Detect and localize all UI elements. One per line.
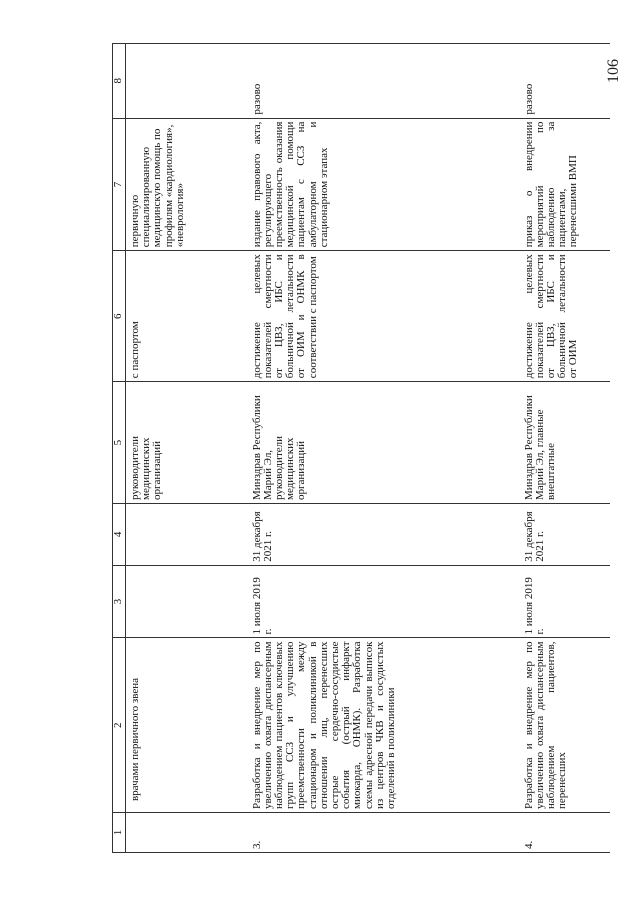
measure-cell: Разработка и внедрение мер по увеличению охвата диспансерным наблюдением пациентов, перенесших: [520, 638, 610, 813]
row-number: [126, 813, 248, 853]
table-row: [248, 44, 520, 853]
column-number: 8: [113, 44, 126, 119]
measure-cell: врачами первичного звена: [126, 638, 248, 813]
result-cell: первичную специализированную медицинскую помощь по профилям «кардиология», «неврология»: [126, 118, 248, 251]
start-date-cell: 1 июля 2019 г.: [520, 565, 610, 638]
column-number: 3: [113, 565, 126, 638]
start-date-cell: 1 июля 2019 г.: [248, 565, 520, 638]
end-date-cell: 31 декабря 2021 г.: [248, 503, 520, 565]
page-number: 106: [605, 59, 622, 83]
column-number: 4: [113, 503, 126, 565]
rotated-table-region: [112, 43, 632, 853]
frequency-cell: разово: [248, 44, 520, 119]
row-number: 4.: [520, 813, 610, 853]
column-number: 6: [113, 251, 126, 382]
column-number: 1: [113, 813, 126, 853]
table-row: [520, 44, 610, 853]
column-number: 7: [113, 118, 126, 251]
start-date-cell: [126, 565, 248, 638]
measure-cell: Разработка и внедрение мер по увеличению охвата диспансерным наблюдением пациентов ключевых групп ССЗ и улучшению преемственности между стационаром и поликлиникой в отношении лиц, перенесших острые сердечно-сосудистые события (острый инфаркт миокарда, ОНМК). Разработка схемы адресной передачи выписок из центров ЧКВ и сосудистых отделений в поликлиники: [248, 638, 520, 813]
responsible-cell: Минздрав Республики Марий Эл, руководители медицинских организаций: [248, 382, 520, 504]
indicator-cell: с паспортом: [126, 251, 248, 382]
responsible-cell: Минздрав Республики Марий Эл, главные внештатные: [520, 382, 610, 504]
indicator-cell: достижение целевых показателей смертности от ЦВЗ, ИБС и больничной летальности от ОИМ: [520, 251, 610, 382]
result-cell: издание правового акта, регулирующего преемственность оказания медицинской помощи пациентам с ССЗ на амбулаторном и стационарном этапах: [248, 118, 520, 251]
result-cell: приказ о внедрении мероприятий по наблюдению за пациентами, перенесшими ВМП: [520, 118, 610, 251]
end-date-cell: 31 декабря 2021 г.: [520, 503, 610, 565]
indicator-cell: достижение целевых показателей смертности от ЦВЗ, ИБС и больничной летальности от ОИМ и ОНМК в соответствии с паспортом: [248, 251, 520, 382]
column-number: 2: [113, 638, 126, 813]
column-number: 5: [113, 382, 126, 504]
row-number: 3.: [248, 813, 520, 853]
responsible-cell: руководители медицинских организаций: [126, 382, 248, 504]
column-number-row: [113, 44, 126, 853]
end-date-cell: [126, 503, 248, 565]
table-row: [126, 44, 248, 853]
frequency-cell: [126, 44, 248, 119]
measures-table: [112, 43, 610, 853]
frequency-cell: разово: [520, 44, 610, 119]
